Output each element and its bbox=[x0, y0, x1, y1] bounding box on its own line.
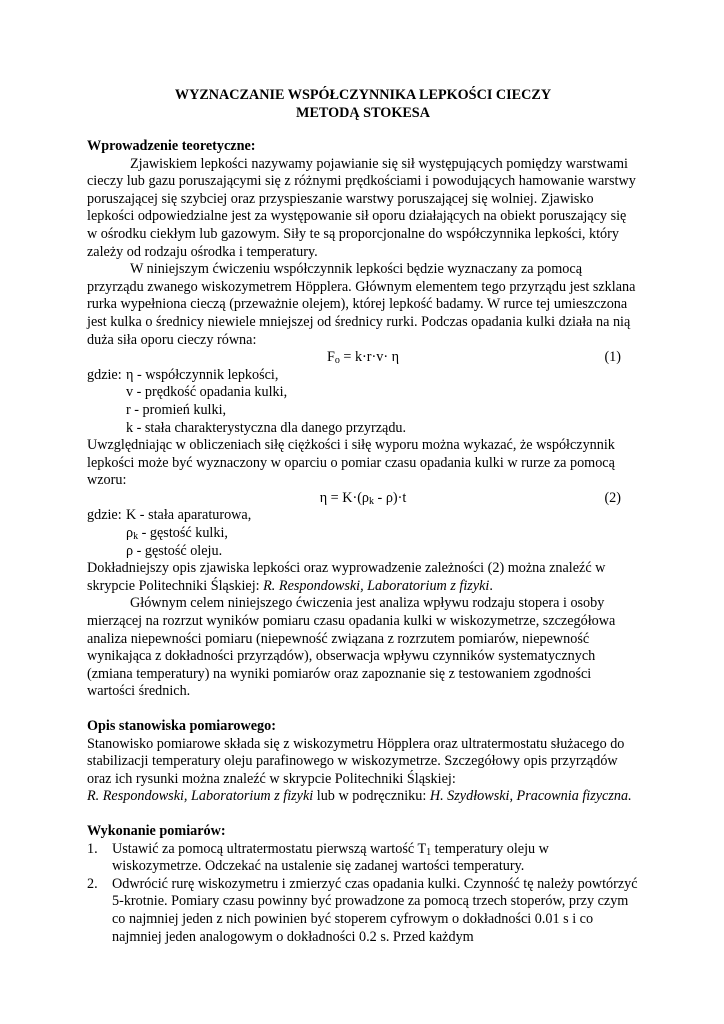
formula-2-expression: $\eta = K\cdot(\rho_k - \rho)\cdot t$ bbox=[319, 489, 407, 507]
where-1-lead: gdzie: bbox=[87, 366, 122, 383]
intro-paragraph-4: Dokładniejszy opis zjawiska lepkości oraz wyprowadzenie zależności (2) można znaleźć w skrypcie Politechniki Śląskiej: R. Respondowski, Laboratorium z fizyki. bbox=[87, 560, 606, 594]
where-1-item: η - współczynnik lepkości, bbox=[126, 366, 279, 383]
procedure-step bbox=[87, 876, 639, 946]
formula-1-number: (1) bbox=[604, 349, 621, 366]
reference-respondowski: R. Respondowski, Laboratorium z fizyki bbox=[263, 577, 490, 594]
reference-respondowski: R. Respondowski, Laboratorium z fizyki bbox=[87, 788, 314, 805]
where-2-item: K - stała aparaturowa, bbox=[126, 507, 252, 524]
where-1-item: k - stała charakterystyczna dla danego przyrządu. bbox=[126, 419, 407, 436]
procedure-heading: Wykonanie pomiarów: bbox=[87, 822, 226, 839]
where-list-1 bbox=[87, 367, 639, 437]
document-page bbox=[87, 86, 639, 946]
where-2-lead: gdzie: bbox=[87, 507, 122, 524]
intro-paragraph-3: Uwzględniając w obliczeniach siłę ciężkości i siłę wyporu można wykazać, że współczynnik lepkości może być wyznaczony w oparciu o pomiar czasu opadania kulki w rurze za pomocą wzoru: bbox=[87, 437, 615, 489]
formula-2 bbox=[87, 490, 639, 508]
where-1-item: v - prędkość opadania kulki, bbox=[126, 384, 288, 401]
title-line-2: METODĄ STOKESA bbox=[296, 105, 430, 121]
formula-1-expression: $F_o = k\cdot r\cdot v\cdot \eta$ bbox=[326, 349, 400, 367]
document-title bbox=[87, 86, 639, 122]
step-text: Ustawić za pomocą ultratermostatu pierwszą wartość $T_1$ temperatury oleju w wiskozymetrze. Odczekać na ustalenie się zadanej wartości temperatury. bbox=[112, 840, 549, 875]
where-1-item: r - promień kulki, bbox=[126, 401, 227, 418]
formula-2-number: (2) bbox=[604, 489, 621, 506]
where-2-item: ρ - gęstość oleju. bbox=[126, 542, 223, 559]
intro-heading: Wprowadzenie teoretyczne: bbox=[87, 138, 256, 154]
step-number: 1. bbox=[87, 840, 98, 857]
step-text: Odwrócić rurę wiskozymetru i zmierzyć czas opadania kulki. Czynność tę należy powtórzyć 5-krotnie. Pomiary czasu powinny być prowadzone za pomocą trzech stoperów, przy czym co najmniej jeden z nich powinien być stoperem cyfrowym o dokładności 0.01 s i co najmniej jeden analogowym o dokładności 0.2 s. Przed każdym bbox=[112, 875, 638, 945]
intro-paragraph-2: W niniejszym ćwiczeniu współczynnik lepkości będzie wyznaczany za pomocą przyrządu zwanego wiskozymetrem Höpplera. Głównym elementem tego przyrządu jest szklana rurka wypełniona cieczą (przeważnie olejem), której lepkość badamy. W rurce tej umieszczona jest kulka o średnicy niewiele mniejszej od średnicy rurki. Podczas opadania kulki działa na nią duża siła oporu cieczy równa: bbox=[87, 261, 636, 348]
intro-paragraph-5: Głównym celem niniejszego ćwiczenia jest analiza wpływu rodzaju stopera i osoby mierzącej na rozrzut wyników pomiaru czasu opadania kulki w wiskozymetrze, szczegółowa analiza niepewności pomiaru (niepewność związana z rozrzutem pomiarów, niepewność wynikająca z dokładności przyrządów), obserwacja wpływu czynników systematycznych (zmiana temperatury) na wyniki pomiarów oraz zapoznanie się z testowaniem zgodności wartości średnich. bbox=[87, 595, 616, 700]
where-2-item: $\rho_k$ - gęstość kulki, bbox=[126, 525, 228, 543]
title-line-1: WYZNACZANIE WSPÓŁCZYNNIKA LEPKOŚCI CIECZY bbox=[174, 87, 552, 103]
intro-paragraph-1: Zjawiskiem lepkości nazywamy pojawianie się sił występujących pomiędzy warstwami cieczy lub gazu poruszającymi się z różnymi prędkościami i powodujących hamowanie warstwy poruszającej się szybciej oraz przyspieszanie warstwy poruszającej się wolniej. Zjawisko lepkości odpowiedzialne jest za występowanie sił oporu działających na obiekt poruszający się w ośrodku ciekłym lub gazowym. Siły te są proporcjonalne do współczynnika lepkości, który zależy od rodzaju ośrodka i temperatury. bbox=[87, 155, 636, 260]
procedure-step bbox=[87, 841, 639, 876]
reference-szydlowski: H. Szydłowski, Pracownia fizyczna. bbox=[429, 788, 632, 805]
stand-heading: Opis stanowiska pomiarowego: bbox=[87, 718, 276, 734]
step-number: 2. bbox=[87, 875, 98, 892]
where-list-2 bbox=[87, 507, 639, 560]
formula-1 bbox=[87, 349, 639, 367]
stand-paragraph: Stanowisko pomiarowe składa się z wiskozymetru Höpplera oraz ultratermostatu służacego do stabilizacji temperatury oleju parafinowego w wiskozymetrze. Szczegółowy opis przyrządów oraz ich rysunki można znaleźć w skrypcie Politechniki Śląskiej: R. Respondowski, Laboratorium z fizyki lub w podręczniku: H. Szydłowski, Pracownia fizyczna. bbox=[87, 735, 632, 805]
